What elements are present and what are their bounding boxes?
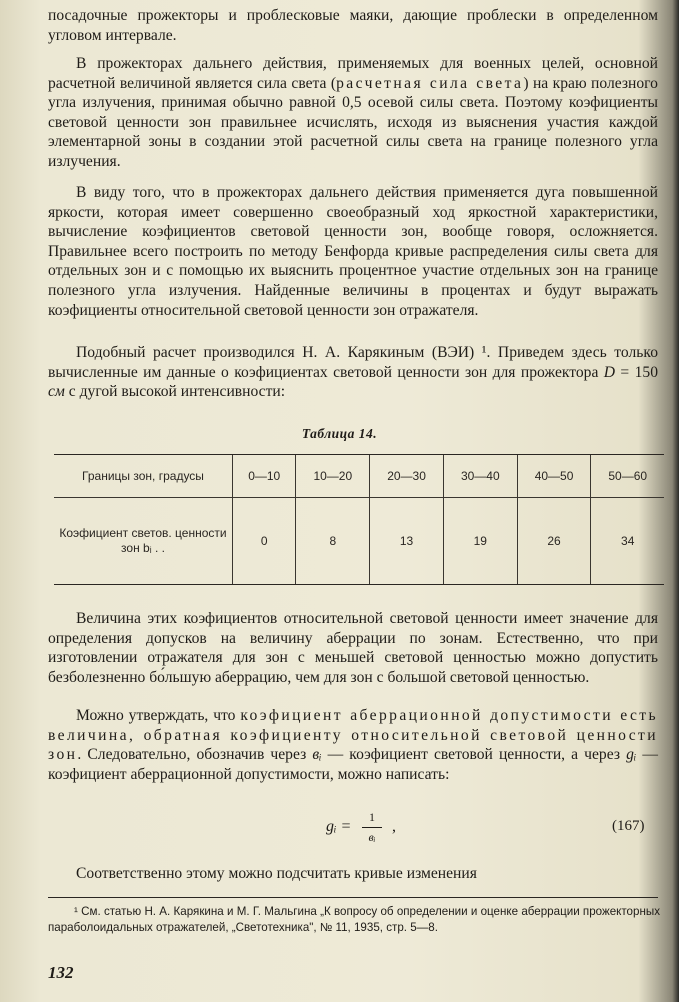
formula-167 xyxy=(0,806,679,852)
paragraph-6-text-d: — коэфициент аберрационной допустимости, можно написать: xyxy=(48,746,658,783)
paragraph-1 xyxy=(48,6,658,45)
paragraph-6-emphasis: коэфициент аберрационной допустимости есть величина, обратная коэфициенту относительной световой ценности зон xyxy=(48,707,658,764)
diameter-value: = 150 xyxy=(615,363,658,381)
fraction-denominator: вᵢ xyxy=(368,830,376,844)
zone-header: 40—50 xyxy=(517,455,591,498)
paragraph-6 xyxy=(48,706,658,784)
zone-value: 0 xyxy=(233,498,296,585)
table-caption: Таблица 14. xyxy=(301,426,378,441)
paragraph-1-text: посадочные прожекторы и проблесковые маяки, дающие проблески в определенном угловом интервале. xyxy=(48,7,658,44)
zone-header: 20—30 xyxy=(370,455,444,498)
zone-value: 26 xyxy=(517,498,591,585)
diameter-unit: см xyxy=(48,383,65,401)
symbol-b-i: вᵢ xyxy=(312,746,322,764)
formula-comma: , xyxy=(392,818,396,835)
paragraph-5-text: Величина этих коэфициентов относительной световой ценности имеет значение для определения допусков на величину аберрации по зонам. Естественно, что при изготовлении отражателя для зон с меньшей световой ценностью можно допустить безболезненно бо́льшую аберрацию, чем для зон с большой световой ценностью. xyxy=(48,610,658,686)
zone-header: 0—10 xyxy=(233,455,296,498)
footnote: ¹ См. статью Н. А. Карякина и М. Г. Мальгина „К вопросу об определении и оценке аберрации прожекторных параболоидальных отражателей, „Светотехника", № 11, 1935, стр. 5—8. xyxy=(48,905,660,934)
paragraph-2 xyxy=(48,54,658,172)
table-value-row xyxy=(54,498,664,585)
symbol-g-i: gᵢ xyxy=(626,746,637,764)
page-number: 132 xyxy=(48,963,74,982)
paragraph-6-text-b: . Следовательно, обозначив через xyxy=(77,746,313,764)
fraction-bar xyxy=(362,827,382,828)
paragraph-2-text-a: В прожекторах дальнего действия, применяемых для военных целей, основной расчетной величиной является сила света ( xyxy=(48,55,658,92)
table-row-label: Коэфициент светов. ценности зон bᵢ . . xyxy=(54,498,233,585)
paragraph-4-text-a: Подобный расчет производился Н. А. Карякиным (ВЭИ) ¹. Приведем здесь только вычисленные им данные о коэфициентах световой ценности зон для прожектора xyxy=(48,344,658,381)
zone-value: 34 xyxy=(591,498,664,585)
paragraph-5 xyxy=(48,609,658,687)
table-header-row xyxy=(54,455,664,498)
zone-header: 10—20 xyxy=(296,455,370,498)
paragraph-6-text-c: — коэфициент световой ценности, а через xyxy=(321,746,627,764)
formula-fraction xyxy=(362,810,382,845)
zone-value: 13 xyxy=(370,498,444,585)
zone-value: 8 xyxy=(296,498,370,585)
diameter-symbol: D xyxy=(603,363,616,381)
zone-header: 50—60 xyxy=(591,455,664,498)
paragraph-7-text: Соответственно этому можно подсчитать кривые изменения xyxy=(76,865,477,882)
zone-value: 19 xyxy=(443,498,517,585)
paragraph-3 xyxy=(48,183,658,320)
equation-number: (167) xyxy=(612,818,645,834)
paragraph-2-emphasis: расчетная сила света xyxy=(336,74,524,92)
formula-lhs: gᵢ = xyxy=(326,818,352,835)
zone-header: 30—40 xyxy=(443,455,517,498)
paragraph-7 xyxy=(48,864,658,884)
paragraph-4-text-c: с дугой высокой интенсивности: xyxy=(64,383,286,401)
paragraph-2-text-b: ) на краю полезного угла излучения, принимая обычно равной 0,5 осевой силы света. Поэтому коэфициенты световой ценности зон правильнее исчислять, исходя из выяснения участия каждой элементарной зоны в создании этой расчетной силы света на границе полезного угла излучения. xyxy=(48,74,658,170)
paragraph-6-text-a: Можно утверждать, что xyxy=(76,707,241,724)
fraction-numerator: 1 xyxy=(369,810,375,824)
paragraph-3-text: В виду того, что в прожекторах дальнего действия применяется дуга повышенной яркости, которая имеет совершенно своеобразный ход яркостной характеристики, вычисление коэфициентов световой ценности зон, вообще говоря, осложняется. Правильнее всего построить по методу Бенфорда кривые распределения силы света для отдельных зон и с помощью их выяснить процентное участие отдельных зон на границе полезного угла излучения. Найденные величины в процентах и будут выражать коэфициенты относительной световой ценности зон отражателя. xyxy=(48,184,658,319)
paragraph-4 xyxy=(48,343,658,402)
zone-value-table xyxy=(54,454,664,585)
footnote-divider xyxy=(48,897,658,898)
table-header-label: Границы зон, градусы xyxy=(54,455,233,498)
